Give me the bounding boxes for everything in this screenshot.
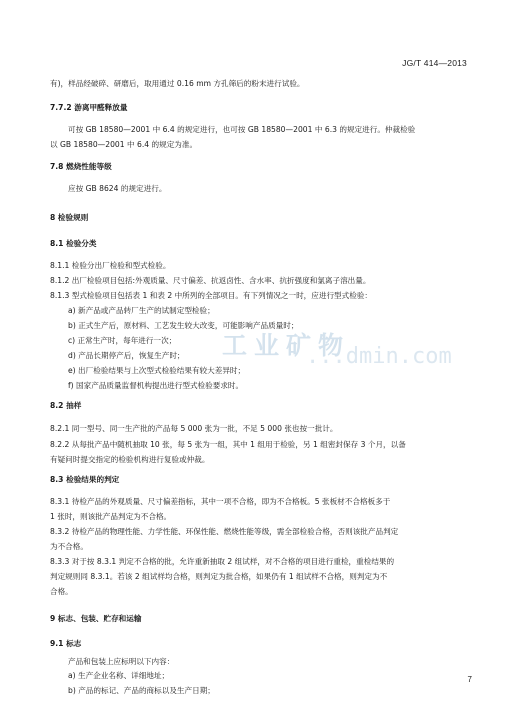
section-heading: 8.1 检验分类 bbox=[50, 239, 97, 248]
section-heading: 7.7.2 游离甲醛释放量 bbox=[50, 103, 128, 112]
body-text-line: b) 正式生产后，原材料、工艺发生较大改变，可能影响产品质量时； bbox=[68, 321, 299, 330]
section-heading: 8 检验规则 bbox=[50, 213, 89, 222]
body-text-line: 有)，样品经破碎、研磨后，取用通过 0.16 mm 方孔筛后的粉末进行试验。 bbox=[50, 79, 305, 88]
body-text-line: 产品和包装上应标明以下内容： bbox=[68, 657, 175, 666]
body-text-line: b) 产品的标记、产品的商标以及生产日期； bbox=[68, 686, 215, 695]
section-heading: 8.3 检验结果的判定 bbox=[50, 475, 120, 484]
body-text-line: f) 国家产品质量监督机构提出进行型式检验要求时。 bbox=[68, 381, 244, 390]
body-text-line: 以 GB 18580—2001 中 6.4 的规定为准。 bbox=[50, 140, 198, 149]
body-text-line: 合格。 bbox=[50, 587, 73, 596]
watermark-text: 工业矿物 bbox=[222, 331, 351, 360]
body-text-line: 为不合格。 bbox=[50, 542, 88, 551]
body-text-line: e) 出厂检验结果与上次型式检验结果有较大差异时； bbox=[68, 366, 246, 375]
section-heading: 7.8 燃烧性能等级 bbox=[50, 162, 112, 171]
body-text-line: a) 生产企业名称、详细地址； bbox=[68, 671, 170, 680]
body-text-line: a) 新产品或产品转厂生产的试制定型检验； bbox=[68, 306, 215, 315]
body-text-line: 有疑问时提交指定的检验机构进行复验或仲裁。 bbox=[50, 455, 210, 464]
body-text-line: 1 张时，则该批产品判定为不合格。 bbox=[50, 512, 172, 521]
body-text-line: 8.1.1 检验分出厂检验和型式检验。 bbox=[50, 261, 171, 270]
section-heading: 9.1 标志 bbox=[50, 639, 82, 648]
body-text-line: 8.3.3 对于按 8.3.1 判定不合格的批，允许重新抽取 2 组试样，对不合格的项目进行重检，重检结果的 bbox=[50, 557, 395, 566]
body-text-line: 判定规则同 8.3.1。若该 2 组试样均合格，则判定为批合格，如果仍有 1 组试样不合格，则判定为不 bbox=[50, 572, 388, 581]
body-text-line: 8.1.2 出厂检验项目包括:外观质量、尺寸偏差、抗返卤性、含水率、抗折强度和氯离子溶出量。 bbox=[50, 276, 371, 285]
section-heading: 8.2 抽样 bbox=[50, 401, 82, 410]
body-text-line: 应按 GB 8624 的规定进行。 bbox=[68, 184, 167, 193]
body-text-line: d) 产品长期停产后，恢复生产时； bbox=[68, 351, 185, 360]
standard-code-header: JG/T 414—2013 bbox=[402, 58, 467, 68]
body-text-line: 8.3.2 待检产品的物理性能、力学性能、环保性能、燃烧性能等级，需全部检验合格，否则该批产品判定 bbox=[50, 527, 399, 536]
body-text-line: 可按 GB 18580—2001 中 6.4 的规定进行，也可按 GB 18580—2001 中 6.3 的规定进行。仲裁检验 bbox=[68, 125, 416, 134]
body-text-line: 8.2.1 同一型号、同一生产批的产品每 5 000 张为一批，不足 5 000 张也按一批计。 bbox=[50, 424, 338, 433]
watermark-url: ...dmin.com bbox=[306, 344, 452, 369]
page-number: 7 bbox=[467, 675, 472, 684]
body-text-line: c) 正常生产时，每年进行一次； bbox=[68, 336, 177, 345]
section-heading: 9 标志、包装、贮存和运输 bbox=[50, 614, 142, 623]
body-text-line: 8.1.3 型式检验项目包括表 1 和表 2 中所列的全部项目。有下列情况之一时，应进行型式检验： bbox=[50, 291, 373, 300]
body-text-line: 8.2.2 从每批产品中随机抽取 10 张，每 5 张为一组，其中 1 组用于检验，另 1 组密封保存 3 个月，以备 bbox=[50, 440, 406, 449]
body-text-line: 8.3.1 待检产品的外观质量、尺寸偏差指标，其中一项不合格，即为不合格板。5 张板材不合格板多于 bbox=[50, 497, 391, 506]
